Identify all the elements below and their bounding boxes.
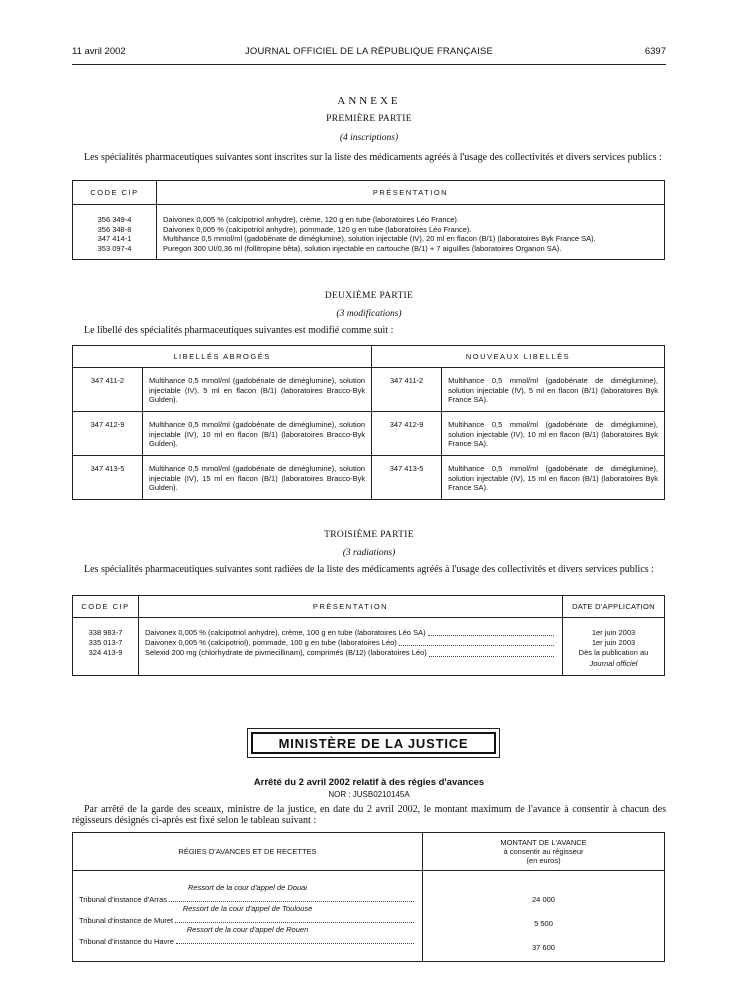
new-text: Multihance 0,5 mmol/ml (gadobénate de diméglumine), solution injectable (IV), 15 ml en flacon (B/1) (laboratoires Byk France SA). [442, 456, 665, 500]
new-code: 347 413-5 [372, 456, 442, 500]
date-cell [563, 618, 665, 676]
code-cell [73, 205, 157, 260]
ressort-label: Ressort de la cour d'appel de Rouen [186, 925, 309, 934]
leader-dots [169, 895, 414, 902]
ministry-box [247, 728, 500, 758]
table-row [73, 871, 665, 962]
tribunal-line [79, 916, 416, 925]
amount-cell [423, 871, 665, 962]
presentation-line [145, 638, 556, 648]
code-cip: 347 414-1 [97, 234, 132, 243]
table-row [73, 618, 665, 676]
presentation-text: Daivonex 0,005 % (calcipotriol), pommade, 100 g en tube (laboratoires Léo) [145, 638, 397, 648]
col-presentation: PRÉSENTATION [139, 596, 563, 618]
code-cip: 324 413-9 [88, 648, 123, 658]
table-row [73, 205, 665, 260]
code-cip: 353 097-4 [97, 243, 132, 253]
issue-date: 11 avril 2002 [72, 46, 126, 57]
presentation-cell [157, 205, 665, 260]
new-code: 347 412-9 [372, 412, 442, 456]
date-application: 1er juin 2003 [591, 638, 636, 648]
part2-title: DEUXIÈME PARTIE [324, 291, 414, 301]
col-old-labels: LIBELLÉS ABROGÉS [73, 346, 372, 368]
col-code-cip: CODE CIP [73, 181, 157, 205]
presentation-line [145, 648, 556, 658]
part3-table [72, 595, 665, 676]
old-code: 347 413-5 [73, 456, 143, 500]
table-row [73, 368, 665, 412]
part3-intro: Les spécialités pharmaceutiques suivantes sont radiées de la liste des médicaments agréés à l'usage des collectivités et divers services publics : [84, 564, 654, 575]
presentation-text: Selexid 200 mg (chlorhydrate de pivmecillinam), comprimés (B/12) (laboratoires Léo) [145, 648, 427, 658]
ministry-title: MINISTÈRE DE LA JUSTICE [251, 732, 496, 754]
annexe-title: ANNEXE [337, 95, 401, 107]
old-code: 347 412-9 [73, 412, 143, 456]
arrete-intro: Par arrêté de la garde des sceaux, ministre de la justice, en date du 2 avril 2002, le montant maximum de l'avance à consentir à chacun des régisseurs désignés ci-après est fixé selon le tableau suivant : [72, 804, 666, 826]
tribunal-name: Tribunal d'instance du Havre [79, 937, 174, 946]
date-application: Dès la publication au [578, 648, 649, 658]
col-presentation: PRÉSENTATION [157, 181, 665, 205]
leader-dots [429, 648, 554, 656]
amount-value: 5 500 [534, 919, 553, 928]
ressort-label: Ressort de la cour d'appel de Toulouse [182, 904, 313, 913]
ressort-label: Ressort de la cour d'appel de Douai [187, 883, 307, 892]
presentation-text: Daivonex 0,005 % (calcipotriol anhydre), crème, 120 g en tube (laboratoires Léo France). [163, 215, 459, 224]
amount-spacer [429, 907, 658, 919]
part2-count: (3 modifications) [336, 309, 402, 319]
tribunal-line [79, 937, 416, 946]
col-code-cip: CODE CIP [73, 596, 139, 618]
part2-intro: Le libellé des spécialités pharmaceutiques suivantes est modifié comme suit : [84, 325, 394, 336]
presentation-text: Puregon 300 UI/0,36 ml (follitropine bêta), solution injectable en cartouche (B/1) + 7 aiguilles (laboratoires Organon SA). [163, 243, 562, 253]
regies-cell [73, 871, 423, 962]
table-row [73, 412, 665, 456]
presentation-text: Daivonex 0,005 % (calcipotriol anhydre), crème, 100 g en tube (laboratoires Léo SA) [145, 628, 426, 637]
col-date-application: DATE D'APPLICATION [563, 596, 665, 618]
part3-count: (3 radiations) [342, 548, 396, 558]
tribunal-name: Tribunal d'instance d'Arras [79, 895, 168, 904]
code-cip: 356 349-4 [97, 215, 132, 224]
table-row [73, 456, 665, 500]
code-cell [73, 618, 139, 676]
col-montant-line3: (en euros) [526, 856, 561, 865]
part1-count: (4 inscriptions) [339, 133, 399, 143]
header-rule [72, 64, 666, 65]
presentation-text: Daivonex 0,005 % (calcipotriol anhydre), pommade, 120 g en tube (laboratoires Léo France). [163, 224, 472, 234]
amount-value: 37 600 [532, 943, 555, 952]
date-application-journal: Journal officiel [589, 658, 638, 668]
part1-title: PREMIÈRE PARTIE [326, 114, 412, 124]
new-code: 347 411-2 [372, 368, 442, 412]
col-montant-line2: à consentir au régisseur [503, 847, 584, 856]
part1-table [72, 180, 665, 260]
leader-dots [176, 937, 414, 944]
tribunal-line [79, 895, 416, 904]
amount-spacer [429, 931, 658, 943]
old-text: Multihance 0,5 mmol/ml (gadobénate de diméglumine), solution injectable (IV), 10 ml en flacon (B/1) (laboratoires Bracco-Byk Gulden). [143, 412, 372, 456]
old-text: Multihance 0,5 mmol/ml (gadobénate de diméglumine), solution injectable (IV), 15 ml en flacon (B/1) (laboratoires Bracco-Byk Gulden). [143, 456, 372, 500]
col-regies: RÉGIES D'AVANCES ET DE RECETTES [73, 833, 423, 871]
col-montant [423, 833, 665, 871]
nor-reference: NOR : JUSB0210145A [328, 790, 410, 799]
regies-table [72, 832, 665, 962]
col-montant-line1: MONTANT DE L'AVANCE [500, 838, 587, 847]
code-cip: 356 348-8 [97, 224, 132, 234]
arrete-title: Arrêté du 2 avril 2002 relatif à des régies d'avances [253, 777, 485, 788]
presentation-text: Multihance 0,5 mmol/ml (gadobénate de diméglumine), solution injectable (IV), 20 ml en flacon (B/1) (laboratoires Byk France SA). [163, 234, 596, 243]
part3-title: TROISIÈME PARTIE [324, 530, 414, 540]
part2-table [72, 345, 665, 500]
code-cip: 335 013-7 [88, 638, 123, 648]
date-application: 1er juin 2003 [591, 628, 636, 637]
presentation-line [145, 628, 556, 638]
col-new-labels: NOUVEAUX LIBELLÉS [372, 346, 665, 368]
amount-spacer [429, 883, 658, 895]
running-header [72, 46, 666, 60]
code-cip: 338 983-7 [88, 628, 123, 637]
page-number: 6397 [644, 46, 666, 57]
leader-dots [175, 916, 414, 923]
presentation-cell [139, 618, 563, 676]
old-code: 347 411-2 [73, 368, 143, 412]
leader-dots [399, 638, 554, 646]
new-text: Multihance 0,5 mmol/ml (gadobénate de diméglumine), solution injectable (IV), 10 ml en flacon (B/1) (laboratoires Byk France SA). [442, 412, 665, 456]
part1-intro: Les spécialités pharmaceutiques suivantes sont inscrites sur la liste des médicaments agréés à l'usage des collectivités et divers services publics : [84, 152, 662, 163]
leader-dots [428, 628, 554, 636]
new-text: Multihance 0,5 mmol/ml (gadobénate de diméglumine), solution injectable (IV), 5 ml en flacon (B/1) (laboratoires Byk France SA). [442, 368, 665, 412]
journal-title: JOURNAL OFFICIEL DE LA RÉPUBLIQUE FRANÇAISE [244, 46, 494, 57]
old-text: Multihance 0,5 mmol/ml (gadobénate de diméglumine), solution injectable (IV), 5 ml en flacon (B/1) (laboratoires Bracco-Byk Gulden). [143, 368, 372, 412]
amount-value: 24 000 [532, 895, 555, 904]
tribunal-name: Tribunal d'instance de Muret [79, 916, 174, 925]
